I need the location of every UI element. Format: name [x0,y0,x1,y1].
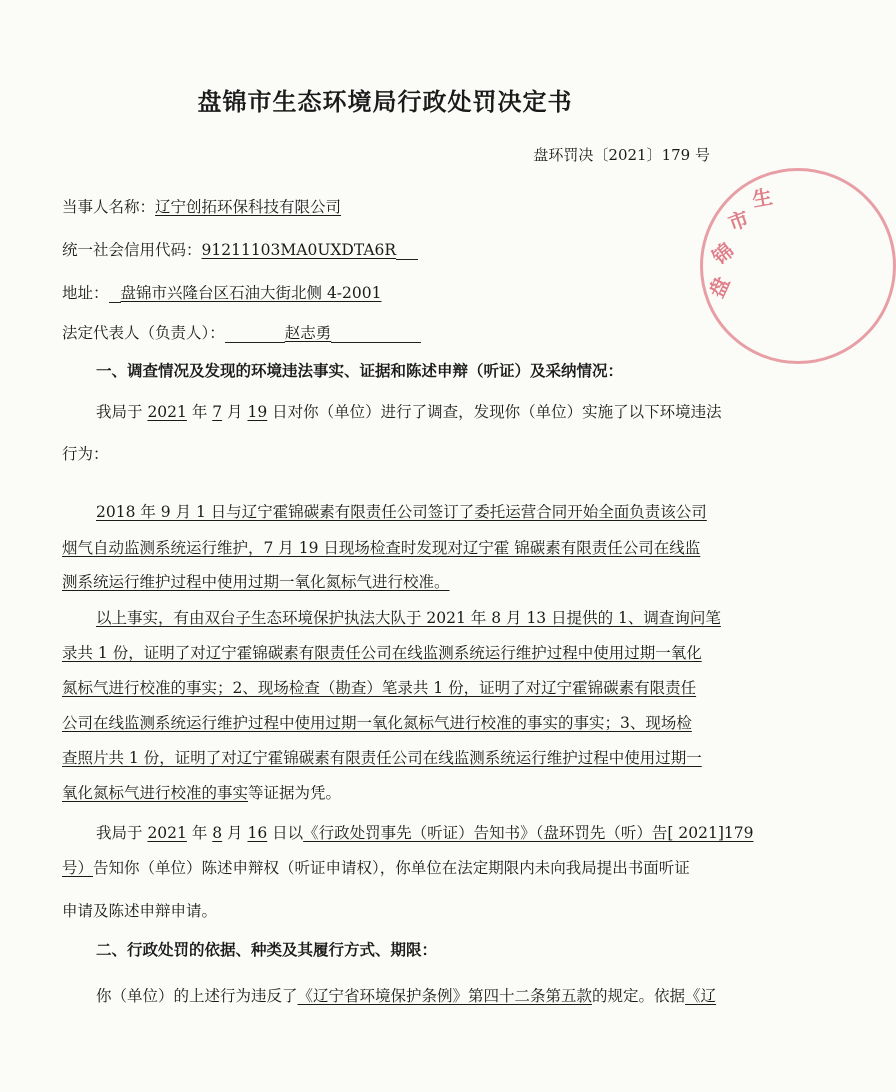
text-segment: 日对你（单位）进行了调查，发现你（单位）实施了以下环境违法 [267,403,722,421]
evidence-line-6 [62,777,341,810]
investigation-day: 19 [247,403,268,421]
party-name-row [62,195,341,217]
credit-code-row [62,238,418,260]
seal-char-2: 生 [750,184,775,212]
address-label: 地址： [62,284,109,302]
evidence-line-3: 氮标气进行校准的事实；2、现场检查（勘查）笔录共 1 份，证明了对辽宁霍锦碳素有限责任 [62,679,697,697]
notice-year: 2021 [147,824,187,842]
legal-rep-label: 法定代表人（负责人）： [62,324,225,342]
legal-rep-underline-lead [225,324,285,343]
text-segment: 等证据为凭。 [248,784,342,802]
evidence-line-1: 以上事实，有由双台子生态环境保护执法大队于 2021 年 8 月 13 日提供的 1、调查询问笔 [96,609,721,627]
text-segment: 号） [62,859,94,877]
text-segment: 年 [186,403,213,421]
facts-line-3: 测系统运行维护过程中使用过期一氧化氮标气进行校准。 [62,573,450,591]
credit-code-label: 统一社会信用代码： [62,241,202,259]
notice-month: 8 [212,824,223,842]
address-row [62,281,382,303]
document-number: 盘环罚决〔2021〕179 号 [533,146,710,164]
investigation-line-2: 行为： [62,445,109,463]
cited-regulation: 《辽宁省环境保护条例》第四十二条第五款 [297,987,593,1005]
text-segment: 我局于 [96,824,148,842]
legal-rep-row [62,321,421,343]
address-underline-lead [109,284,121,303]
basis-line-1 [96,980,716,1013]
investigation-month: 7 [212,403,223,421]
evidence-line-2: 录共 1 份，证明了对辽宁霍锦碳素有限责任公司在线监测系统运行维护过程中使用过期一氧化 [62,644,702,662]
notice-line-3: 申请及陈述申辩申请。 [62,902,218,920]
section-2-heading: 二、行政处罚的依据、种类及其履行方式、期限： [96,940,438,959]
text-segment: 《辽 [685,987,717,1005]
text-segment: 氧化氮标气进行校准的事实 [62,784,249,802]
address-value: 盘锦市兴隆台区石油大街北侧 4-2001 [120,284,382,302]
text-segment: 月 [222,403,248,421]
facts-line-2: 烟气自动监测系统运行维护，7 月 19 日现场检查时发现对辽宁霍 锦碳素有限责任公司在线监 [62,539,701,557]
text-segment: 年 [186,824,213,842]
official-seal [700,168,896,364]
notice-line-1 [96,817,753,850]
text-segment: 日以 [267,824,304,842]
credit-code-value: 91211103MA0UXDTA6R [201,241,397,259]
notice-document-ref: 《行政处罚事先（听证）告知书》（盘环罚先（听）告[ 2021]179 [303,824,754,842]
credit-code-underline [396,241,418,260]
investigation-line-1 [96,396,722,429]
text-segment: 月 [222,824,248,842]
evidence-line-4: 公司在线监测系统运行维护过程中使用过期一氧化氮标气进行校准的事实的事实；3、现场检 [62,714,692,732]
party-name-value: 辽宁创拓环保科技有限公司 [155,198,342,216]
facts-line-1: 2018 年 9 月 1 日与辽宁霍锦碳素有限责任公司签订了委托运营合同开始全面负责该公司 [96,503,707,521]
legal-rep-underline-tail [331,324,421,343]
seal-char-1: 市 [725,206,753,236]
document-title: 盘锦市生态环境局行政处罚决定书 [197,87,573,116]
text-segment: 我局于 [96,403,148,421]
text-segment: 你（单位）的上述行为违反了 [96,987,298,1005]
seal-char-4: 盘 [704,272,735,302]
legal-rep-value: 赵志勇 [284,324,332,342]
seal-char-3: 锦 [707,238,739,270]
investigation-year: 2021 [147,403,187,421]
evidence-line-5: 查照片共 1 份，证明了对辽宁霍锦碳素有限责任公司在线监测系统运行维护过程中使用过期一 [62,749,702,767]
text-segment: 告知你（单位）陈述申辩权（听证申请权），你单位在法定期限内未向我局提出书面听证 [93,859,690,877]
notice-day: 16 [247,824,268,842]
notice-line-2 [62,852,690,885]
text-segment: 的规定。依据 [592,987,686,1005]
section-1-heading: 一、调查情况及发现的环境违法事实、证据和陈述申辩（听证）及采纳情况： [96,361,624,380]
party-name-label: 当事人名称： [62,198,156,216]
